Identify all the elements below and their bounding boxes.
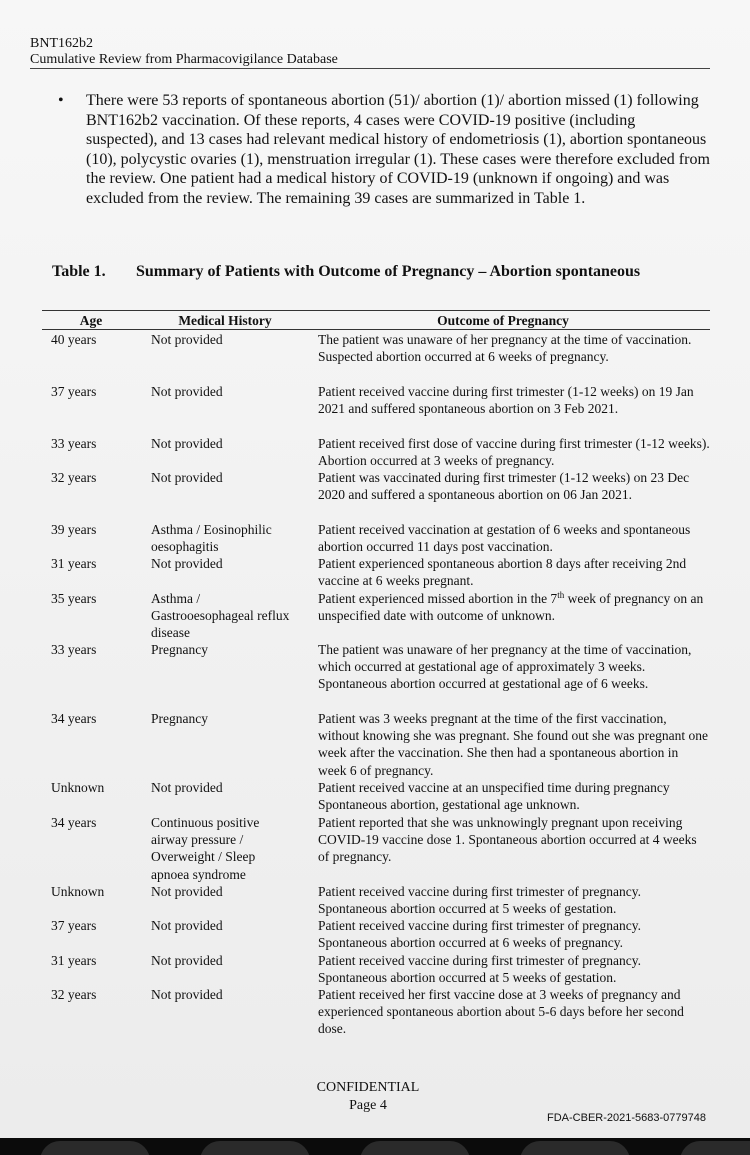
page-number: Page 4: [349, 1098, 387, 1113]
table-top-rule: [42, 310, 710, 311]
cell-age: 39 years: [51, 522, 97, 537]
bottom-toolbar: [0, 1138, 750, 1155]
toolbar-button[interactable]: [200, 1141, 310, 1155]
cell-medical-history: Asthma / Gastrooesophageal reflux disease: [151, 591, 290, 641]
document-id: FDA-CBER-2021-5683-0779748: [547, 1112, 706, 1124]
cell-age: 40 years: [51, 332, 97, 347]
cell-medical-history: Not provided: [151, 953, 223, 968]
running-header: [30, 36, 710, 68]
cell-outcome: Patient received vaccine during first trimester of pregnancy. Spontaneous abortion occurred at 5 weeks of gestation.: [318, 953, 641, 986]
cell-age: 33 years: [51, 642, 97, 657]
doc-title: Cumulative Review from Pharmacovigilance Database: [30, 52, 338, 67]
table-header-rule: [42, 329, 710, 330]
column-header-medical-history: Medical History: [178, 313, 272, 328]
cell-age: 31 years: [51, 556, 97, 571]
header-divider: [30, 68, 710, 69]
cell-outcome: Patient was vaccinated during first trimester (1-12 weeks) on 23 Dec 2020 and suffered a spontaneous abortion on 06 Jan 2021.: [318, 470, 690, 503]
ordinal-suffix: th: [557, 590, 565, 600]
cell-medical-history: Not provided: [151, 556, 223, 571]
bullet-text: There were 53 reports of spontaneous abortion (51)/ abortion (1)/ abortion missed (1) following BNT162b2 vaccination. Of these reports, 4 cases were COVID-19 positive (including suspected), and 13 cases had relevant medical history of endometriosis (1), abortion spontaneous (10), polycystic ovaries (1), menstruation irregular (1). These cases were therefore excluded from the review. One patient had a medical history of COVID-19 (unknown if ongoing) and was excluded from the review. The remaining 39 cases are summarized in Table 1.: [86, 92, 710, 207]
cell-age: 32 years: [51, 987, 97, 1002]
cell-medical-history: Pregnancy: [151, 711, 208, 726]
page-footer: [268, 1079, 468, 1115]
cell-medical-history: Not provided: [151, 470, 223, 485]
confidential-label: CONFIDENTIAL: [316, 1080, 420, 1095]
cell-outcome: Patient received vaccine during first trimester of pregnancy. Spontaneous abortion occurred at 5 weeks of gestation.: [318, 884, 641, 917]
cell-age: 33 years: [51, 436, 97, 451]
cell-outcome: Patient was 3 weeks pregnant at the time of the first vaccination, without knowing she was pregnant. She found out she was pregnant one week after the vaccination. She then had a spontaneous abortion in week 6 of pregnancy.: [318, 711, 708, 778]
column-header-age: Age: [79, 313, 103, 328]
cell-age: 37 years: [51, 918, 97, 933]
cell-outcome: The patient was unaware of her pregnancy at the time of vaccination, which occurred at gestational age of approximately 3 weeks. Spontaneous abortion occurred at gestational age of 6 weeks.: [318, 642, 692, 692]
cell-outcome: Patient received vaccine at an unspecified time during pregnancy Spontaneous abortion, gestational age unknown.: [318, 780, 670, 813]
toolbar-button[interactable]: [520, 1141, 630, 1155]
cell-age: 32 years: [51, 470, 97, 485]
toolbar-button[interactable]: [360, 1141, 470, 1155]
cell-medical-history: Not provided: [151, 780, 223, 795]
cell-medical-history: Not provided: [151, 918, 223, 933]
cell-outcome: Patient experienced spontaneous abortion 8 days after receiving 2nd vaccine at 6 weeks pregnant.: [318, 556, 687, 589]
cell-medical-history: Pregnancy: [151, 642, 208, 657]
table-label: Table 1.: [52, 263, 106, 280]
cell-medical-history: Not provided: [151, 987, 223, 1002]
cell-medical-history: Continuous positive airway pressure / Overweight / Sleep apnoea syndrome: [151, 815, 260, 882]
cell-outcome: Patient received vaccination at gestation of 6 weeks and spontaneous abortion occurred 11 days post vaccination.: [318, 522, 691, 555]
cell-age: 34 years: [51, 711, 97, 726]
cell-age: 37 years: [51, 384, 97, 399]
toolbar-button[interactable]: [40, 1141, 150, 1155]
doc-code: BNT162b2: [30, 36, 93, 51]
cell-medical-history: Not provided: [151, 436, 223, 451]
cell-outcome: Patient reported that she was unknowingly pregnant upon receiving COVID-19 vaccine dose 1. Spontaneous abortion occurred at 4 weeks of pregnancy.: [318, 815, 697, 865]
cell-outcome: Patient received vaccine during first trimester (1-12 weeks) on 19 Jan 2021 and suffered spontaneous abortion on 3 Feb 2021.: [318, 384, 694, 417]
cell-age: Unknown: [51, 884, 105, 899]
cell-outcome: Patient received first dose of vaccine during first trimester (1-12 weeks). Abortion occurred at 3 weeks of pregnancy.: [318, 436, 710, 469]
cell-outcome: The patient was unaware of her pregnancy at the time of vaccination. Suspected abortion occurred at 6 weeks of pregnancy.: [318, 332, 692, 365]
outcome-text-start: Patient experienced missed abortion in the 7: [318, 591, 558, 606]
cell-age: 35 years: [51, 591, 97, 606]
cell-age: 34 years: [51, 815, 97, 830]
cell-age: Unknown: [51, 780, 105, 795]
cell-medical-history: Not provided: [151, 884, 223, 899]
outcome-text-end: week of pregnancy on an unspecified date with outcome of unknown.: [318, 591, 704, 624]
cell-medical-history: Not provided: [151, 384, 223, 399]
toolbar-button[interactable]: [680, 1141, 750, 1155]
cell-outcome: Patient received her first vaccine dose at 3 weeks of pregnancy and experienced spontaneous abortion about 5-6 days before her second dose.: [318, 987, 684, 1037]
bullet-marker: •: [58, 92, 64, 109]
cell-outcome: [318, 590, 710, 624]
cell-outcome: Patient received vaccine during first trimester of pregnancy. Spontaneous abortion occurred at 6 weeks of pregnancy.: [318, 918, 641, 951]
cell-medical-history: Not provided: [151, 332, 223, 347]
cell-age: 31 years: [51, 953, 97, 968]
table-title: Summary of Patients with Outcome of Pregnancy – Abortion spontaneous: [136, 263, 641, 280]
column-header-outcome: Outcome of Pregnancy: [437, 313, 569, 328]
cell-medical-history: Asthma / Eosinophilic oesophagitis: [151, 522, 272, 555]
